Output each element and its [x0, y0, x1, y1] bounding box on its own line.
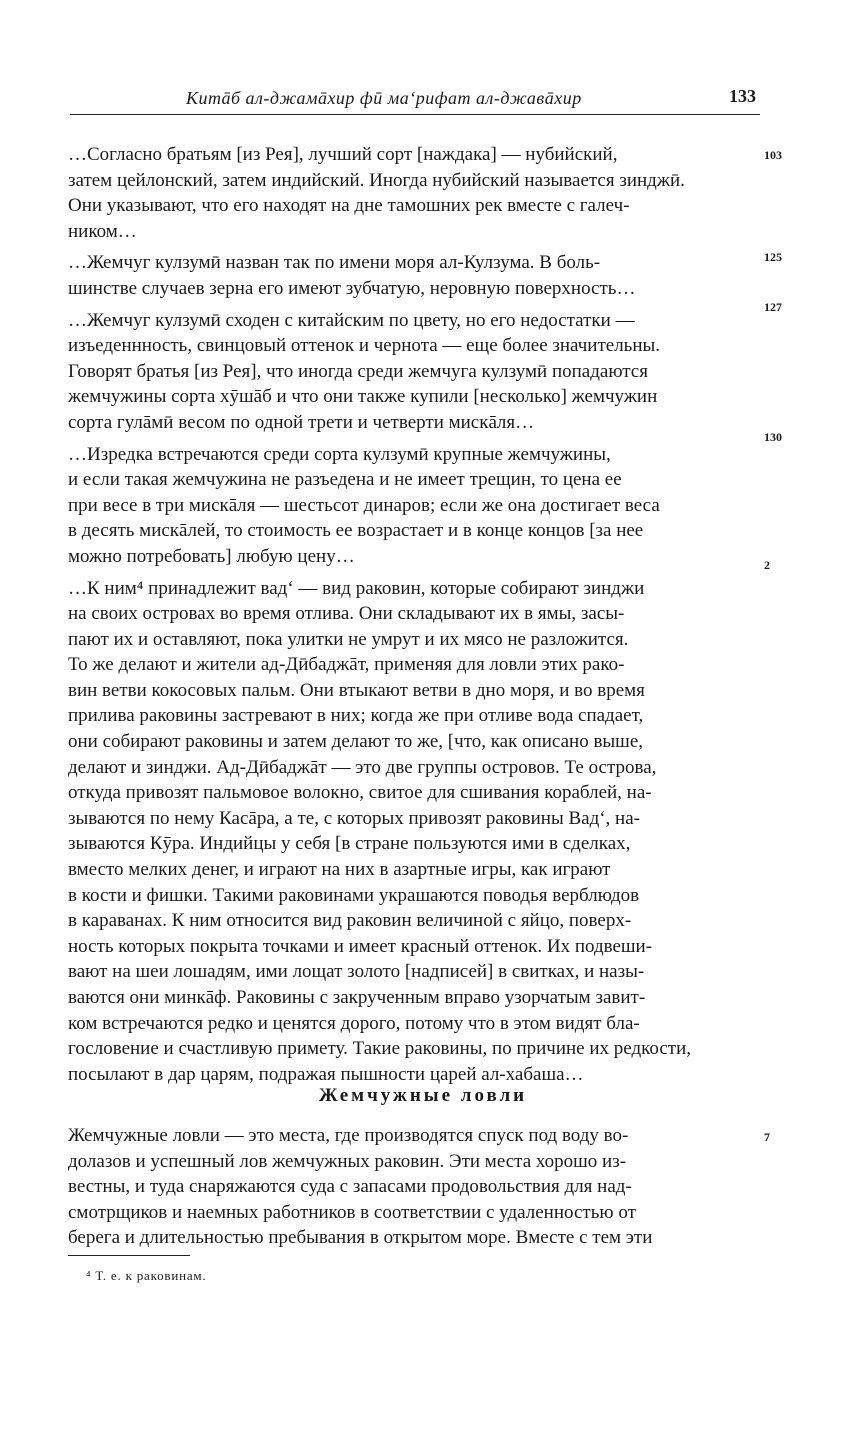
margin-number: 7	[764, 1130, 770, 1144]
paragraph	[68, 250, 756, 301]
text-line: в кости и фишки. Такими раковинами украшаются поводья верблюдов	[68, 884, 640, 906]
text-line: вают на шеи лошадям, ими лощат золото [надписей] в свитках, и назы-	[68, 961, 645, 983]
paragraph	[68, 142, 756, 244]
text-line: затем цейлонский, затем индийский. Иногда нубийский называется зинджӣ.	[68, 169, 685, 191]
text-line: ность которых покрыта точками и имеет красный оттенок. Их подвеши-	[68, 935, 653, 957]
text-line: откуда привозят пальмовое волокно, свитое для сшивания кораблей, на-	[68, 782, 652, 804]
text-line: Они указывают, что его находят на дне тамошних рек вместе с галеч-	[68, 195, 630, 217]
paragraph	[68, 308, 756, 436]
text-line: …К ним⁴ принадлежит вад‘ — вид раковин, которые собирают зинджи	[68, 577, 645, 599]
running-header	[70, 86, 760, 115]
text-line: Говорят братья [из Рея], что иногда среди жемчуга кулзумӣ попадаются	[68, 360, 648, 382]
text-line: делают и зинджи. Ад-Дӣбаджāт — это две группы островов. Те острова,	[68, 756, 657, 778]
paragraph	[68, 442, 756, 570]
text-line: долазов и успешный лов жемчужных раковин. Эти места хорошо из-	[68, 1150, 627, 1172]
text-line: ком встречаются редко и ценятся дорого, потому что в этом видят бла-	[68, 1012, 640, 1034]
text-line: изъеденнность, свинцовый оттенок и чернота — еще более значительны.	[68, 335, 661, 357]
text-line: шинстве случаев зерна его имеют зубчатую, неровную поверхность…	[68, 277, 636, 299]
text-line: на своих островах во время отлива. Они складывают их в ямы, засы-	[68, 603, 625, 625]
text-line: вестны, и туда снаряжаются суда с запасами продовольствия для над-	[68, 1176, 632, 1198]
margin-number: 103	[764, 148, 782, 162]
text-line: …Жемчуг кулзумӣ сходен с китайским по цвету, но его недостатки —	[68, 309, 635, 331]
footnote: ⁴ Т. е. к раковинам.	[86, 1268, 207, 1283]
text-line: …Согласно братьям [из Рея], лучший сорт [наждака] — нубийский,	[68, 144, 618, 165]
margin-number: 127	[764, 300, 782, 314]
text-line: сорта гулāмӣ весом по одной трети и четверти мискāля…	[68, 411, 535, 433]
margin-number: 125	[764, 250, 782, 264]
text-line: зываются Кӯра. Индийцы у себя [в стране пользуются ими в сделках,	[68, 833, 631, 855]
text-line: вин ветви кокосовых пальм. Они втыкают ветви в дно моря, и во время	[68, 679, 645, 701]
page-number: 133	[729, 86, 756, 106]
text-line: ником…	[68, 220, 137, 242]
text-line: То же делают и жители ад-Дӣбаджāт, применяя для ловли этих рако-	[68, 654, 625, 676]
text-line: в десять мискāлей, то стоимость ее возрастает и в конце концов [за нее	[68, 520, 644, 542]
text-line: можно потребовать] любую цену…	[68, 545, 355, 567]
text-line: прилива раковины застревают в них; когда же при отливе вода спадает,	[68, 705, 644, 727]
text-line: они собирают раковины и затем делают то же, [что, как описано выше,	[68, 731, 644, 753]
text-line: посылают в дар царям, подражая пышности царей ал-хабаша…	[68, 1063, 584, 1085]
text-line: ваются они минкāф. Раковины с закрученным вправо узорчатым завит-	[68, 987, 646, 1008]
text-line: берега и длительностью пребывания в открытом море. Вместе с тем эти	[68, 1227, 653, 1249]
text-line: …Жемчуг кулзумӣ назван так по имени моря ал-Кулзума. В боль-	[68, 252, 601, 274]
text-line: зываются по нему Касāра, а те, с которых привозят раковины Вад‘, на-	[68, 807, 640, 829]
text-line: смотрщиков и наемных работников в соответствии с удаленностью от	[68, 1201, 636, 1223]
main-text	[68, 142, 756, 1093]
text-line: жемчужины сорта хӯшāб и что они также купили [несколько] жемчужин	[68, 386, 658, 408]
text-line: вместо мелких денег, и играют на них в азартные игры, как играют	[68, 859, 611, 881]
section-heading: Жемчужные ловли	[318, 1085, 528, 1106]
text-line: в караванах. К ним относится вид раковин величиной с яйцо, поверх-	[68, 910, 632, 932]
text-line: Жемчужные ловли — это места, где производятся спуск под воду во-	[68, 1125, 629, 1146]
footnote-divider	[68, 1255, 190, 1256]
paragraph	[68, 1123, 756, 1251]
text-line: при весе в три мискāля — шестьсот динаров; если же она достигает веса	[68, 494, 660, 516]
running-title: Китāб ал-джамāхир фӣ ма‘рифат ал-джавāхир	[186, 88, 582, 108]
text-line: …Изредка встречаются среди сорта кулзумӣ крупные жемчужины,	[68, 443, 611, 465]
section-text	[68, 1123, 756, 1257]
margin-number: 130	[764, 430, 782, 444]
text-line: пают их и оставляют, пока улитки не умрут и их мясо не разложится.	[68, 628, 629, 650]
margin-number: 2	[764, 558, 770, 572]
text-line: гословение и счастливую примету. Такие раковины, по причине их редкости,	[68, 1038, 692, 1060]
paragraph	[68, 576, 756, 1088]
text-line: и если такая жемчужина не разъедена и не имеет трещин, то цена ее	[68, 469, 622, 491]
